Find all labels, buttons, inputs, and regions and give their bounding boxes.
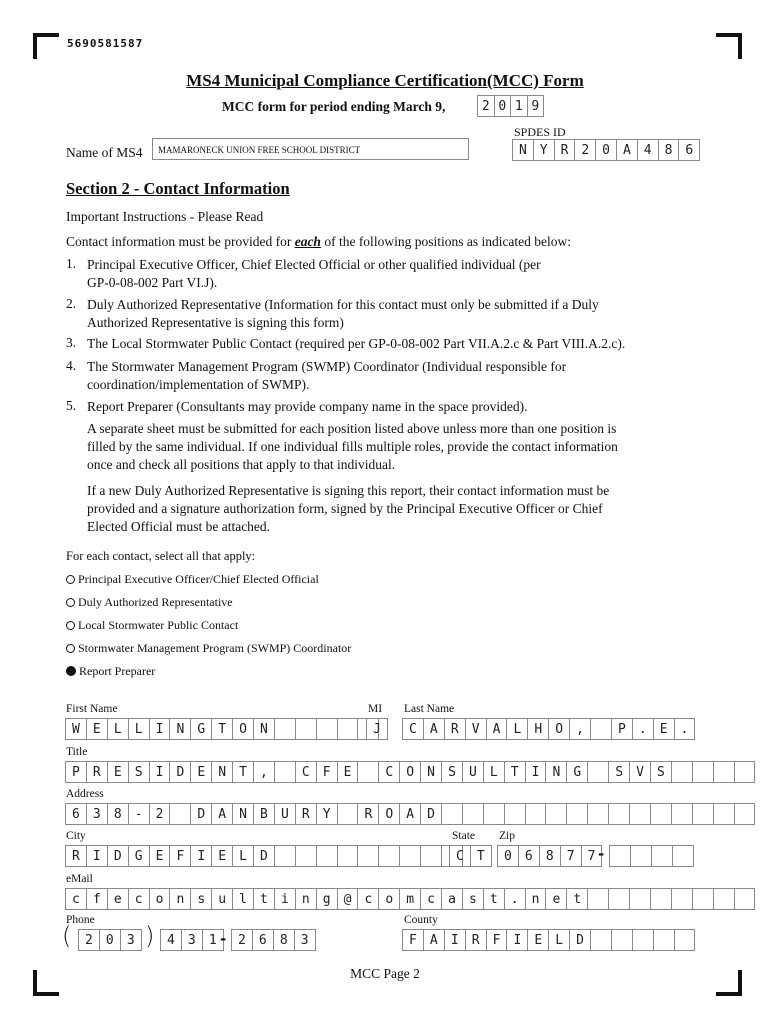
char-box: C	[449, 845, 471, 867]
char-box: D	[253, 845, 275, 867]
list-item-number: 2.	[66, 296, 77, 311]
list-item: The Stormwater Management Program (SWMP) Coordinator (Individual responsible for coordination/implementation of SWMP).	[87, 359, 567, 392]
instruction-paragraph-2: If a new Duly Authorized Representative is signing this report, their contact information must be provided and a signature authorization form, signed by the Principal Executive Officer or Chief Elected Official must be attached.	[87, 483, 610, 534]
list-item: Report Preparer (Consultants may provide company name in the space provided).	[87, 399, 528, 414]
role-label: Principal Executive Officer/Chief Elected Official	[78, 572, 319, 586]
char-box	[587, 888, 609, 910]
state-label: State	[452, 830, 475, 842]
char-box: D	[169, 761, 191, 783]
phone-dash: -	[220, 930, 227, 948]
char-box: N	[545, 761, 567, 783]
char-box: I	[149, 718, 171, 740]
char-box: P	[65, 761, 87, 783]
char-box	[545, 803, 567, 825]
char-box: D	[569, 929, 591, 951]
char-box	[692, 761, 714, 783]
last-name-label: Last Name	[404, 703, 455, 715]
char-box: l	[232, 888, 254, 910]
char-box: C	[378, 761, 400, 783]
char-box: N	[232, 803, 254, 825]
spdes-char-box: 8	[658, 139, 680, 161]
char-box: T	[211, 718, 233, 740]
char-box	[420, 845, 442, 867]
char-box	[629, 888, 651, 910]
char-box: c	[128, 888, 150, 910]
char-box: c	[357, 888, 379, 910]
char-box: L	[506, 718, 528, 740]
char-box: a	[441, 888, 463, 910]
char-box: R	[86, 761, 108, 783]
zip-label: Zip	[499, 830, 515, 842]
char-box: 6	[252, 929, 274, 951]
year-digit-box: 9	[527, 95, 545, 117]
char-box: I	[444, 929, 466, 951]
char-box: F	[316, 761, 338, 783]
char-box: u	[211, 888, 233, 910]
char-box	[674, 929, 696, 951]
spdes-id-field[interactable]	[512, 139, 699, 161]
char-box	[316, 718, 338, 740]
char-box	[671, 888, 693, 910]
list-item-number: 4.	[66, 358, 77, 373]
first-name-field[interactable]	[65, 718, 378, 740]
char-box: E	[211, 845, 233, 867]
char-box	[357, 845, 379, 867]
ms4-label: Name of MS4	[66, 145, 143, 160]
char-box: 0	[99, 929, 121, 951]
char-box	[650, 888, 672, 910]
char-box: W	[65, 718, 87, 740]
role-label: Local Stormwater Public Contact	[78, 618, 239, 632]
char-box: O	[399, 761, 421, 783]
phone-prefix-field[interactable]	[160, 929, 223, 951]
radio-unchecked-icon[interactable]	[66, 621, 75, 630]
char-box: e	[107, 888, 129, 910]
char-box: R	[357, 803, 379, 825]
char-box: 4	[160, 929, 182, 951]
char-box: O	[378, 803, 400, 825]
char-box: S	[128, 761, 150, 783]
role-option[interactable]	[66, 641, 351, 656]
char-box: V	[629, 761, 651, 783]
char-box: m	[399, 888, 421, 910]
char-box: I	[525, 761, 547, 783]
char-box: c	[65, 888, 87, 910]
char-box	[462, 803, 484, 825]
char-box: N	[169, 718, 191, 740]
char-box: A	[399, 803, 421, 825]
char-box	[651, 845, 673, 867]
important-instructions: Important Instructions - Please Read	[66, 209, 264, 224]
char-box: I	[190, 845, 212, 867]
intro-pre: Contact information must be provided for	[66, 234, 295, 249]
char-box	[504, 803, 526, 825]
char-box: s	[190, 888, 212, 910]
char-box: t	[483, 888, 505, 910]
mi-label: MI	[368, 703, 383, 715]
char-box: 2	[231, 929, 253, 951]
role-option[interactable]	[66, 572, 319, 587]
char-box: S	[608, 761, 630, 783]
address-label: Address	[66, 788, 104, 800]
ms4-name-field[interactable]: MAMARONECK UNION FREE SCHOOL DISTRICT	[152, 138, 469, 160]
char-box	[337, 718, 359, 740]
char-box: H	[527, 718, 549, 740]
list-item: Duly Authorized Representative (Information for this contact must only be submitted if a Duly Authorized Representative is signing this form)	[87, 297, 599, 330]
char-box: G	[128, 845, 150, 867]
char-box	[650, 803, 672, 825]
char-box	[630, 845, 652, 867]
phone-close-paren: )	[145, 922, 155, 950]
char-box	[713, 803, 735, 825]
char-box	[734, 761, 756, 783]
char-box: @	[337, 888, 359, 910]
char-box: n	[525, 888, 547, 910]
char-box: ,	[569, 718, 591, 740]
char-box: 7	[581, 845, 603, 867]
char-box: s	[462, 888, 484, 910]
char-box	[632, 929, 654, 951]
page-footer: MCC Page 2	[350, 966, 420, 981]
last-name-field[interactable]	[402, 718, 694, 740]
char-box: L	[232, 845, 254, 867]
char-box: A	[423, 929, 445, 951]
char-box: 8	[107, 803, 129, 825]
char-box: S	[650, 761, 672, 783]
char-box: B	[253, 803, 275, 825]
char-box: 8	[539, 845, 561, 867]
role-label: Duly Authorized Representative	[78, 595, 233, 609]
zip-extension-field[interactable]	[609, 845, 693, 867]
char-box: D	[420, 803, 442, 825]
char-box: e	[545, 888, 567, 910]
char-box: D	[107, 845, 129, 867]
spdes-char-box: N	[512, 139, 534, 161]
char-box: U	[462, 761, 484, 783]
char-box: E	[107, 761, 129, 783]
char-box: A	[423, 718, 445, 740]
char-box: I	[506, 929, 528, 951]
zip-field[interactable]	[497, 845, 601, 867]
char-box	[713, 761, 735, 783]
char-box	[609, 845, 631, 867]
char-box	[671, 761, 693, 783]
role-option[interactable]	[66, 618, 238, 633]
char-box	[672, 845, 694, 867]
char-box: R	[465, 929, 487, 951]
state-field[interactable]	[449, 845, 491, 867]
char-box: E	[653, 718, 675, 740]
year-digit-box: 1	[510, 95, 528, 117]
char-box	[608, 803, 630, 825]
char-box: f	[86, 888, 108, 910]
char-box	[274, 845, 296, 867]
char-box: 6	[65, 803, 87, 825]
char-box: N	[420, 761, 442, 783]
radio-checked-icon[interactable]	[66, 666, 76, 676]
char-box: c	[420, 888, 442, 910]
char-box	[590, 718, 612, 740]
char-box: 3	[294, 929, 316, 951]
char-box: 2	[78, 929, 100, 951]
phone-area-code-field[interactable]	[78, 929, 141, 951]
spdes-char-box: 0	[595, 139, 617, 161]
radio-unchecked-icon[interactable]	[66, 575, 75, 584]
char-box: N	[253, 718, 275, 740]
char-box: E	[190, 761, 212, 783]
char-box: .	[504, 888, 526, 910]
period-subtitle: MCC form for period ending March 9,	[222, 99, 446, 114]
char-box: C	[295, 761, 317, 783]
char-box: T	[470, 845, 492, 867]
mi-field[interactable]	[366, 718, 387, 740]
char-box	[295, 845, 317, 867]
year-field[interactable]	[477, 95, 543, 117]
intro-emphasis: each	[294, 234, 321, 249]
spdes-char-box: 2	[574, 139, 596, 161]
char-box: n	[169, 888, 191, 910]
phone-label: Phone	[66, 914, 95, 926]
phone-open-paren: (	[62, 922, 72, 950]
spdes-char-box: Y	[533, 139, 555, 161]
char-box: U	[274, 803, 296, 825]
char-box	[566, 803, 588, 825]
char-box: n	[295, 888, 317, 910]
char-box: R	[295, 803, 317, 825]
char-box	[483, 803, 505, 825]
char-box: .	[674, 718, 696, 740]
char-box: P	[611, 718, 633, 740]
char-box	[274, 718, 296, 740]
address-field[interactable]	[65, 803, 754, 825]
list-item-number: 3.	[66, 335, 77, 350]
list-item-number: 5.	[66, 398, 77, 413]
char-box	[399, 845, 421, 867]
char-box	[169, 803, 191, 825]
zip-dash: -	[598, 845, 605, 863]
char-box: F	[402, 929, 424, 951]
form-title: MS4 Municipal Compliance Certification(MCC) Form	[186, 71, 584, 90]
char-box: F	[169, 845, 191, 867]
char-box	[295, 718, 317, 740]
list-item: The Local Stormwater Public Contact (required per GP-0-08-002 Part VII.A.2.c & Part VIII.A.2.c).	[87, 336, 626, 351]
email-label: eMail	[66, 873, 93, 885]
radio-unchecked-icon[interactable]	[66, 598, 75, 607]
char-box: E	[86, 718, 108, 740]
char-box: 1	[202, 929, 224, 951]
char-box: 6	[518, 845, 540, 867]
char-box: 8	[273, 929, 295, 951]
spdes-char-box: R	[554, 139, 576, 161]
char-box: g	[316, 888, 338, 910]
char-box	[692, 803, 714, 825]
char-box: I	[149, 761, 171, 783]
list-item: Principal Executive Officer, Chief Elected Official or other qualified individual (per GP-0-08-002 Part VI.J).	[87, 257, 541, 290]
char-box: L	[107, 718, 129, 740]
char-box: .	[632, 718, 654, 740]
char-box: E	[149, 845, 171, 867]
char-box: 3	[181, 929, 203, 951]
email-field[interactable]	[65, 888, 754, 910]
char-box: ,	[253, 761, 275, 783]
county-label: County	[404, 914, 438, 926]
char-box	[608, 888, 630, 910]
char-box	[274, 761, 296, 783]
char-box: S	[441, 761, 463, 783]
char-box	[337, 845, 359, 867]
phone-line-field[interactable]	[231, 929, 315, 951]
char-box	[611, 929, 633, 951]
char-box: D	[190, 803, 212, 825]
select-prompt: For each contact, select all that apply:	[66, 549, 256, 563]
char-box: i	[274, 888, 296, 910]
char-box	[587, 761, 609, 783]
list-item-number: 1.	[66, 256, 77, 271]
char-box: I	[86, 845, 108, 867]
role-option[interactable]	[66, 664, 155, 679]
char-box	[671, 803, 693, 825]
char-box: L	[128, 718, 150, 740]
city-label: City	[66, 830, 86, 842]
char-box: O	[232, 718, 254, 740]
char-box	[590, 929, 612, 951]
char-box	[629, 803, 651, 825]
char-box	[734, 888, 756, 910]
char-box: J	[366, 718, 388, 740]
corner-mark-top-right	[716, 33, 742, 59]
char-box	[357, 761, 379, 783]
char-box: C	[402, 718, 424, 740]
role-option[interactable]	[66, 595, 233, 610]
first-name-label: First Name	[66, 703, 118, 715]
title-field[interactable]	[65, 761, 754, 783]
title-label: Title	[66, 746, 88, 758]
char-box: N	[211, 761, 233, 783]
char-box	[337, 803, 359, 825]
char-box: G	[566, 761, 588, 783]
char-box: E	[337, 761, 359, 783]
year-digit-box: 0	[494, 95, 512, 117]
char-box	[653, 929, 675, 951]
char-box: L	[483, 761, 505, 783]
spdes-char-box: 4	[637, 139, 659, 161]
document-id: 5690581587	[67, 37, 144, 50]
char-box	[378, 845, 400, 867]
corner-mark-top-left	[33, 33, 59, 59]
char-box: L	[548, 929, 570, 951]
instruction-paragraph-1: A separate sheet must be submitted for each position listed above unless more than one position is filled by the same individual. If one individual fills multiple roles, provide the contact information once and check all positions that apply to that individual.	[87, 421, 618, 472]
char-box	[525, 803, 547, 825]
spdes-char-box: A	[616, 139, 638, 161]
char-box: G	[190, 718, 212, 740]
char-box: R	[65, 845, 87, 867]
section-title: Section 2 - Contact Information	[66, 179, 290, 198]
char-box: F	[486, 929, 508, 951]
char-box: -	[128, 803, 150, 825]
radio-unchecked-icon[interactable]	[66, 644, 75, 653]
county-field[interactable]	[402, 929, 694, 951]
char-box	[316, 845, 338, 867]
char-box	[734, 803, 756, 825]
role-label: Stormwater Management Program (SWMP) Coordinator	[78, 641, 352, 655]
char-box: R	[444, 718, 466, 740]
char-box: t	[253, 888, 275, 910]
char-box	[713, 888, 735, 910]
char-box	[692, 888, 714, 910]
char-box	[587, 803, 609, 825]
char-box: o	[149, 888, 171, 910]
char-box: E	[527, 929, 549, 951]
char-box: A	[211, 803, 233, 825]
char-box: T	[504, 761, 526, 783]
char-box: t	[566, 888, 588, 910]
char-box: 3	[120, 929, 142, 951]
char-box: 0	[497, 845, 519, 867]
role-label: Report Preparer	[79, 664, 156, 678]
spdes-char-box: 6	[678, 139, 700, 161]
year-digit-box: 2	[477, 95, 495, 117]
char-box: A	[486, 718, 508, 740]
city-field[interactable]	[65, 845, 462, 867]
char-box: T	[232, 761, 254, 783]
char-box: 3	[86, 803, 108, 825]
intro-post: of the following positions as indicated below:	[320, 234, 572, 249]
char-box	[441, 803, 463, 825]
char-box: Y	[316, 803, 338, 825]
char-box: V	[465, 718, 487, 740]
char-box: O	[548, 718, 570, 740]
char-box: 2	[149, 803, 171, 825]
char-box: 7	[560, 845, 582, 867]
intro-text	[66, 233, 571, 251]
spdes-label: SPDES ID	[514, 125, 566, 139]
char-box: o	[378, 888, 400, 910]
